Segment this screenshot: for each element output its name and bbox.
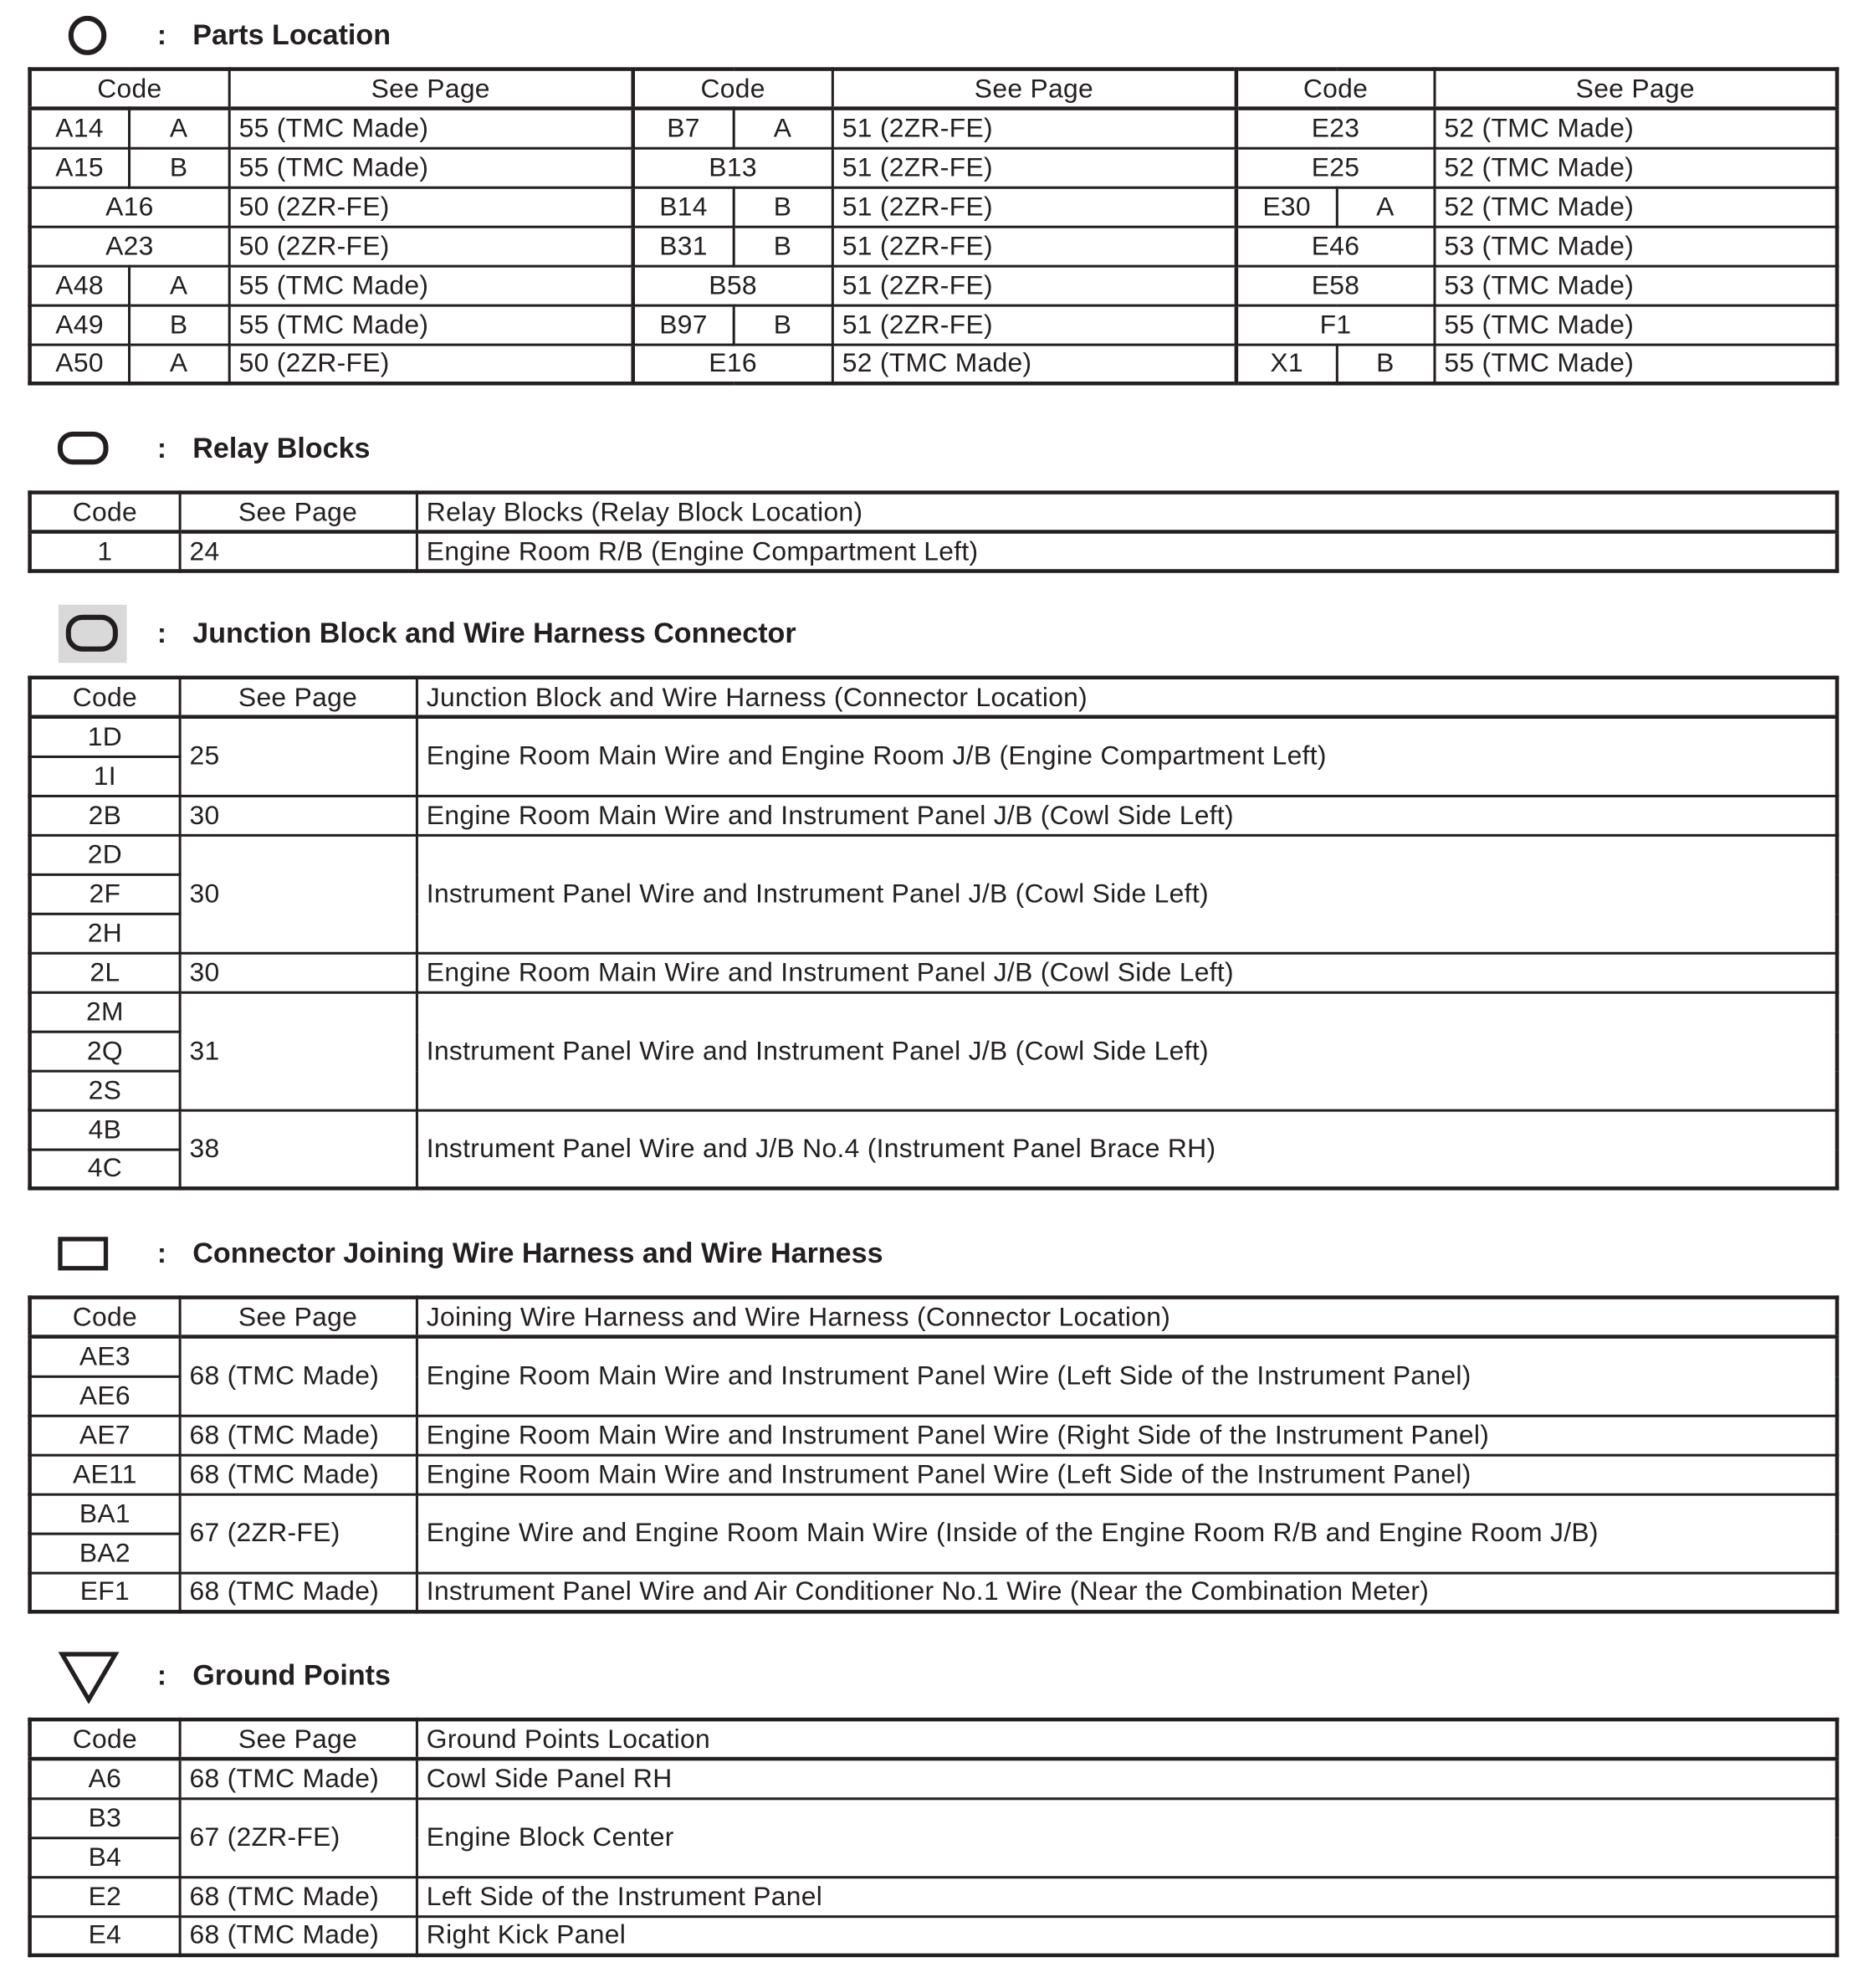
see-page-cell: 55 (TMC Made) [1434,344,1837,383]
description-cell: Instrument Panel Wire and Air Conditioner No.1 Wire (Near the Combination Meter) [417,1572,1837,1611]
description-cell: Right Kick Panel [417,1916,1837,1955]
see-page-cell: 68 (TMC Made) [179,1337,416,1416]
see-page-cell: 50 (2ZR-FE) [228,344,632,383]
code-cell: 4B [30,1109,180,1149]
see-page-cell: 51 (2ZR-FE) [832,226,1236,265]
description-cell: Engine Wire and Engine Room Main Wire (Inside of the Engine Room R/B and Engine Room J/B) [417,1494,1837,1572]
see-page-cell: 24 [179,532,416,571]
code-cell: E23 [1236,109,1434,148]
description-cell: Cowl Side Panel RH [417,1759,1837,1798]
parts-location-table [28,67,1839,385]
code-cell: 2M [30,991,180,1031]
sub-code-cell: B [733,305,832,344]
code-cell: A49 [30,305,129,344]
header-code: Code [1236,69,1434,109]
see-page-cell: 52 (TMC Made) [1434,187,1837,226]
code-cell: B13 [633,147,832,187]
colon: : [156,432,166,464]
table-row [30,1759,1837,1798]
table-row [30,109,1837,148]
see-page-cell: 68 (TMC Made) [179,1415,416,1454]
see-page-cell: 55 (TMC Made) [228,109,632,148]
section-title: Connector Joining Wire Harness and Wire Harness [192,1237,883,1269]
see-page-cell: 30 [179,796,416,835]
section-header-junction-block [0,608,1267,659]
sub-code-cell: B [1337,344,1435,383]
sub-code-cell: B [129,147,229,187]
connector-table [28,1295,1839,1613]
section-header-relay-blocks [0,423,1267,474]
table-row [30,226,1837,265]
see-page-cell: 51 (2ZR-FE) [832,109,1236,148]
table-header-row [30,1298,1837,1337]
code-cell: B97 [633,305,734,344]
code-cell: AE11 [30,1454,180,1494]
shaded-rounded-rect-icon [59,605,127,664]
triangle-down-icon [57,1651,120,1704]
description-cell: Engine Room Main Wire and Instrument Panel Wire (Left Side of the Instrument Panel) [417,1337,1837,1416]
code-cell: E25 [1236,147,1434,187]
sub-code-cell: A [129,109,229,148]
header-see-page: See Page [179,493,416,532]
colon: : [156,1659,166,1692]
description-cell: Engine Room Main Wire and Instrument Panel J/B (Cowl Side Left) [417,796,1837,835]
see-page-cell: 53 (TMC Made) [1434,265,1837,305]
code-cell: 2F [30,874,180,914]
header-description: Relay Blocks (Relay Block Location) [417,493,1837,532]
description-cell: Engine Room Main Wire and Instrument Panel Wire (Right Side of the Instrument Panel) [417,1415,1837,1454]
see-page-cell: 68 (TMC Made) [179,1877,416,1916]
table-row [30,147,1837,187]
code-cell: A50 [30,344,129,383]
sub-code-cell: A [129,344,229,383]
relay-blocks-table [28,490,1839,572]
see-page-cell: 68 (TMC Made) [179,1454,416,1494]
header-see-page: See Page [1434,69,1837,109]
description-cell: Instrument Panel Wire and Instrument Panel J/B (Cowl Side Left) [417,835,1837,953]
colon: : [156,617,166,649]
section-title: Relay Blocks [192,432,371,464]
table-row [30,835,1837,874]
header-code: Code [30,1298,180,1337]
table-row [30,1916,1837,1955]
description-cell: Instrument Panel Wire and Instrument Panel J/B (Cowl Side Left) [417,991,1837,1109]
code-cell: X1 [1236,344,1337,383]
see-page-cell: 68 (TMC Made) [179,1759,416,1798]
header-code: Code [30,493,180,532]
see-page-cell: 55 (TMC Made) [228,305,632,344]
code-cell: A15 [30,147,129,187]
table-header-row [30,1719,1837,1759]
code-cell: B3 [30,1798,180,1837]
header-see-page: See Page [832,69,1236,109]
code-cell: AE7 [30,1415,180,1454]
table-row [30,1337,1837,1376]
circle-icon [67,14,110,58]
table-row [30,1572,1837,1611]
see-page-cell: 68 (TMC Made) [179,1572,416,1611]
header-description: Junction Block and Wire Harness (Connector Location) [417,678,1837,717]
code-cell: B7 [633,109,734,148]
see-page-cell: 55 (TMC Made) [228,265,632,305]
see-page-cell: 30 [179,835,416,953]
table-row [30,796,1837,835]
rectangle-icon [57,1236,110,1273]
code-cell: F1 [1236,305,1434,344]
header-see-page: See Page [179,1298,416,1337]
header-code: Code [633,69,832,109]
code-cell: A23 [30,226,229,265]
header-code: Code [30,678,180,717]
see-page-cell: 67 (2ZR-FE) [179,1798,416,1877]
table-row [30,1109,1837,1149]
code-cell: A6 [30,1759,180,1798]
code-cell: E46 [1236,226,1434,265]
see-page-cell: 51 (2ZR-FE) [832,147,1236,187]
code-cell: AE6 [30,1376,180,1416]
table-row [30,1494,1837,1533]
table-header-row [30,69,1837,109]
description-cell: Engine Room Main Wire and Instrument Panel Wire (Left Side of the Instrument Panel) [417,1454,1837,1494]
section-header-parts-location [0,10,1267,61]
code-cell: E4 [30,1916,180,1955]
code-cell: E30 [1236,187,1337,226]
sub-code-cell: B [129,305,229,344]
code-cell: 2B [30,796,180,835]
ground-points-table [28,1718,1839,1957]
header-description: Ground Points Location [417,1719,1837,1759]
code-cell: EF1 [30,1572,180,1611]
code-cell: BA1 [30,1494,180,1533]
code-cell: 2D [30,835,180,874]
sub-code-cell: B [733,226,832,265]
code-cell: B58 [633,265,832,305]
code-cell: E2 [30,1877,180,1916]
see-page-cell: 52 (TMC Made) [832,344,1236,383]
see-page-cell: 50 (2ZR-FE) [228,226,632,265]
section-title: Junction Block and Wire Harness Connector [192,617,796,649]
table-row [30,305,1837,344]
description-cell: Left Side of the Instrument Panel [417,1877,1837,1916]
see-page-cell: 31 [179,991,416,1109]
table-header-row [30,493,1837,532]
table-row [30,265,1837,305]
description-cell: Engine Room Main Wire and Engine Room J/B (Engine Compartment Left) [417,717,1837,796]
see-page-cell: 52 (TMC Made) [1434,109,1837,148]
see-page-cell: 52 (TMC Made) [1434,147,1837,187]
code-cell: BA2 [30,1533,180,1572]
sub-code-cell: B [733,187,832,226]
see-page-cell: 67 (2ZR-FE) [179,1494,416,1572]
code-cell: A16 [30,187,229,226]
junction-block-table [28,675,1839,1190]
section-header-connector-joining [0,1228,1267,1279]
see-page-cell: 51 (2ZR-FE) [832,187,1236,226]
colon: : [156,18,166,51]
see-page-cell: 55 (TMC Made) [228,147,632,187]
header-description: Joining Wire Harness and Wire Harness (Connector Location) [417,1298,1837,1337]
see-page-cell: 51 (2ZR-FE) [832,265,1236,305]
sub-code-cell: A [129,265,229,305]
code-cell: B31 [633,226,734,265]
code-cell: 1D [30,717,180,756]
see-page-cell: 53 (TMC Made) [1434,226,1837,265]
code-cell: 2L [30,953,180,992]
code-cell: 1I [30,756,180,796]
code-cell: 2H [30,914,180,953]
see-page-cell: 38 [179,1109,416,1188]
code-cell: A48 [30,265,129,305]
table-row [30,187,1837,226]
header-see-page: See Page [228,69,632,109]
see-page-cell: 50 (2ZR-FE) [228,187,632,226]
table-row [30,991,1837,1031]
code-cell: 2Q [30,1031,180,1070]
code-cell: E58 [1236,265,1434,305]
rounded-rect-icon [57,431,110,466]
header-see-page: See Page [179,1719,416,1759]
section-title: Parts Location [192,18,392,51]
code-cell: 1 [30,532,180,571]
description-cell: Engine Room Main Wire and Instrument Panel J/B (Cowl Side Left) [417,953,1837,992]
table-row [30,717,1837,756]
table-row [30,532,1837,571]
table-row [30,344,1837,383]
table-row [30,953,1837,992]
table-header-row [30,678,1837,717]
code-cell: B14 [633,187,734,226]
description-cell: Engine Block Center [417,1798,1837,1877]
colon: : [156,1237,166,1269]
description-cell: Instrument Panel Wire and J/B No.4 (Instrument Panel Brace RH) [417,1109,1837,1188]
see-page-cell: 30 [179,953,416,992]
sub-code-cell: A [1337,187,1435,226]
code-cell: B4 [30,1837,180,1877]
header-see-page: See Page [179,678,416,717]
see-page-cell: 51 (2ZR-FE) [832,305,1236,344]
table-row [30,1798,1837,1837]
table-row [30,1415,1837,1454]
sub-code-cell: A [733,109,832,148]
header-code: Code [30,69,229,109]
see-page-cell: 55 (TMC Made) [1434,305,1837,344]
table-row [30,1877,1837,1916]
description-cell: Engine Room R/B (Engine Compartment Left) [417,532,1837,571]
see-page-cell: 25 [179,717,416,796]
section-title: Ground Points [192,1659,391,1692]
see-page-cell: 68 (TMC Made) [179,1916,416,1955]
table-row [30,1454,1837,1494]
code-cell: 2S [30,1070,180,1109]
code-cell: A14 [30,109,129,148]
code-cell: E16 [633,344,832,383]
code-cell: 4C [30,1149,180,1188]
header-code: Code [30,1719,180,1759]
section-header-ground-points [0,1651,1267,1702]
code-cell: AE3 [30,1337,180,1376]
